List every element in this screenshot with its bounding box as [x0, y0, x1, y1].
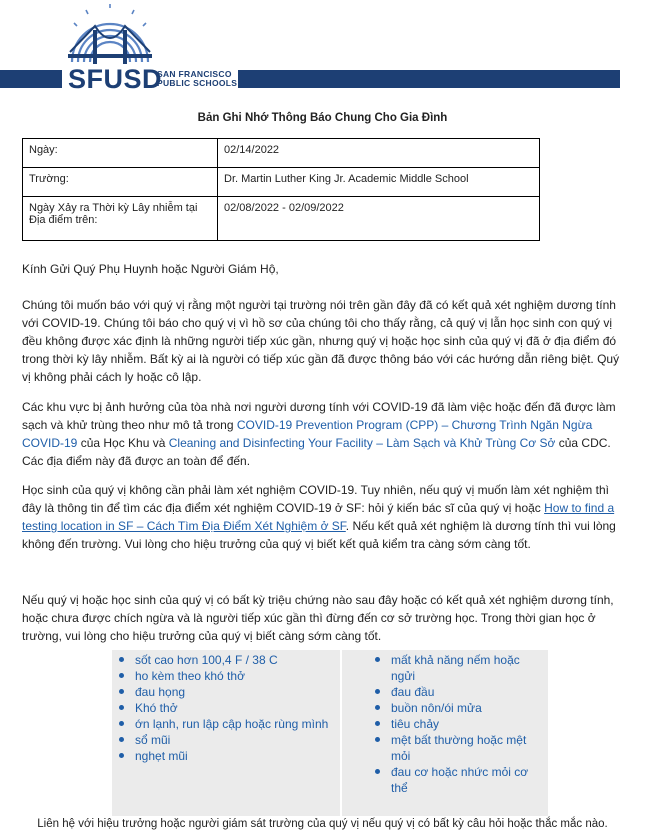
cleaning-text-3: của CDC. Các địa điểm này đã được an toàn để đến.	[22, 436, 611, 468]
greeting: Kính Gửi Quý Phụ Huynh hoặc Người Giám Hộ,	[22, 262, 279, 276]
logo-subline-2: PUBLIC SCHOOLS	[157, 78, 238, 88]
header	[0, 0, 645, 100]
logo-subline-1: SAN FRANCISCO	[157, 69, 232, 79]
paragraph-cleaning	[22, 398, 622, 470]
symptoms-right-column	[372, 652, 542, 796]
testing-text-2: . Nếu kết quả xét nghiệm là dương tính thì vui lòng không đến trường. Vui lòng cho hiệu trưởng của quý vị biết kết quả kiểm tra càng sớm càng tốt.	[22, 519, 616, 551]
cpp-link[interactable]: COVID-19 Prevention Program (CPP) – Chương Trình Ngăn Ngừa COVID-19	[22, 418, 593, 450]
page-title: Bản Ghi Nhớ Thông Báo Chung Cho Gia Đình	[197, 112, 448, 124]
column-divider	[340, 650, 342, 816]
list-item: Khó thở	[116, 700, 336, 716]
list-item: sổ mũi	[116, 732, 336, 748]
row-value: 02/08/2022 - 02/09/2022	[218, 197, 540, 241]
info-table	[22, 138, 540, 241]
list-item: ho kèm theo khó thở	[116, 668, 336, 684]
brand-band-left	[0, 70, 62, 88]
paragraph-notice: Chúng tôi muốn báo với quý vị rằng một người tại trường nói trên gần đây đã có kết quả xét nghiệm dương tính với COVID-19. Chúng tôi báo cho quý vị vì hồ sơ của chúng tôi cho thấy rằng, cả quý vị lẫn học sinh con quý vị đều không được xác định là những người tiếp xúc gần, nhưng quý vị hoặc học sinh của quý vị đã ở địa điểm đó trong thời kỳ lây nhiễm. Bất kỳ ai là người có tiếp xúc gần đã được thông báo với các hướng dẫn riêng biệt. Quý vị không phải cách ly hoặc cô lập.	[22, 298, 620, 384]
table-row	[23, 139, 540, 168]
row-label: Trường:	[23, 168, 218, 197]
list-item: tiêu chảy	[372, 716, 542, 732]
cleaning-text-2: của Học Khu và	[77, 436, 169, 450]
paragraph-testing	[22, 481, 622, 553]
testing-text-1: Học sinh của quý vị không cần phải làm xét nghiệm COVID-19. Tuy nhiên, nếu quý vị muốn làm xét nghiệm thì đây là thông tin để tìm các địa điểm xét nghiệm COVID-19 ở SF: hỏi ý kiến bác sĩ của quý vị hoặc	[22, 483, 609, 515]
list-item: đau họng	[116, 684, 336, 700]
footer-note: Liên hệ với hiệu trưởng hoặc người giám sát trường của quý vị nếu quý vị có bất kỳ câu hỏi hoặc thắc mắc nào.	[37, 818, 608, 830]
logo-wordmark: SFUSD	[68, 64, 163, 94]
logo-subline	[157, 70, 237, 88]
symptoms-box	[112, 650, 548, 816]
testing-location-link[interactable]: How to find a testing location in SF – Cách Tìm Địa Điểm Xét Nghiệm ở SF	[22, 501, 615, 533]
brand-band-right	[238, 70, 620, 88]
cdc-cleaning-link[interactable]: Cleaning and Disinfecting Your Facility – Làm Sạch và Khử Trùng Cơ Sở	[168, 436, 556, 450]
list-item: buồn nôn/ói mửa	[372, 700, 542, 716]
list-item: mất khả năng nếm hoặc ngửi	[372, 652, 542, 684]
list-item: nghẹt mũi	[116, 748, 336, 764]
list-item: đau đầu	[372, 684, 542, 700]
table-row	[23, 197, 540, 241]
golden-gate-bridge-icon	[68, 4, 152, 66]
list-item: đau cơ hoặc nhức mỏi cơ thể	[372, 764, 542, 796]
table-row	[23, 168, 540, 197]
list-item: mệt bất thường hoặc mệt mỏi	[372, 732, 542, 764]
row-label: Ngày Xảy ra Thời kỳ Lây nhiễm tại Địa điểm trên:	[23, 197, 218, 241]
row-value: 02/14/2022	[218, 139, 540, 168]
paragraph-symptoms-intro: Nếu quý vị hoặc học sinh của quý vị có bất kỳ triệu chứng nào sau đây hoặc có kết quả xét nghiệm dương tính, hoặc chưa được chích ngừa và là người tiếp xúc gần thì đừng đến cơ sở trường học. Trong thời gian học ở trường, vui lòng cho hiệu trưởng của quý vị biết càng sớm càng tốt.	[22, 593, 614, 643]
row-value: Dr. Martin Luther King Jr. Academic Middle School	[218, 168, 540, 197]
list-item: sốt cao hơn 100,4 F / 38 C	[116, 652, 336, 668]
list-item: ớn lạnh, run lập cập hoặc rùng mình	[116, 716, 336, 732]
cleaning-text-1: Các khu vực bị ảnh hưởng của tòa nhà nơi người dương tính với COVID-19 đã làm việc hoặc đến đã được làm sạch và khử trùng theo như mô tả trong	[22, 400, 616, 432]
symptoms-left-column	[116, 652, 336, 764]
row-label: Ngày:	[23, 139, 218, 168]
